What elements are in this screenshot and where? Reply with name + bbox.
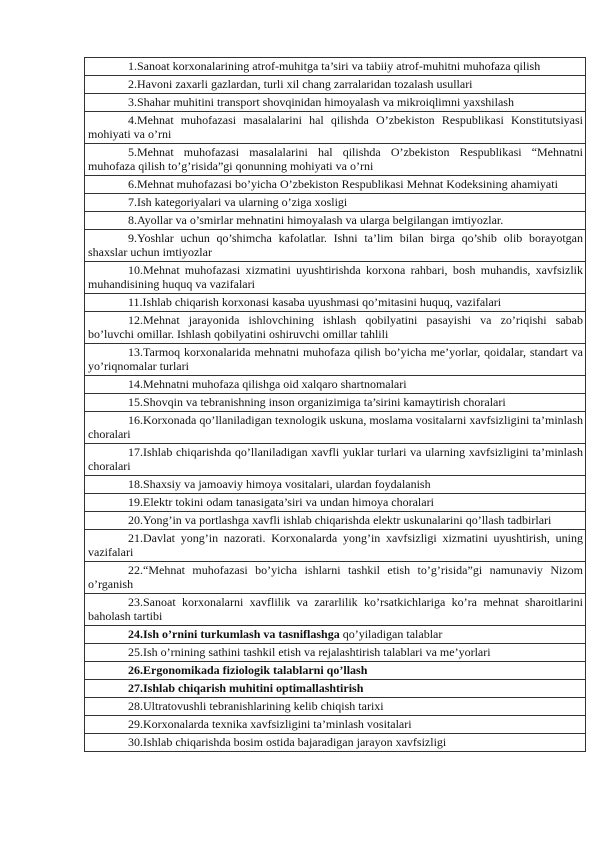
item-text-rest: qo’yiladigan talablar [339,627,443,641]
item-text: 28.Ultratovushli tebranishlarining kelib chiqish tarixi [128,699,384,713]
table-row [85,594,586,626]
table-cell [85,680,586,698]
table-cell [85,194,586,212]
table-row [85,230,586,262]
item-text: 25.Ish o’rnining sathini tashkil etish va rejalashtirish talablari va me’yorlari [128,645,491,659]
item-text: 20.Yong’in va portlashga xavfli ishlab chiqarishda elektr uskunalarini qo’llash tadbirlari [128,513,552,527]
table-row [85,734,586,752]
item-text: 4.Mehnat muhofazasi masalalarini hal qilishda O’zbekiston Respublikasi Konstitutsiyasi mohiyati va o’rni [88,113,583,141]
table-row [85,312,586,344]
table-cell [85,734,586,752]
item-text: 27.Ishlab chiqarish muhitini optimallashtirish [128,681,364,695]
table-row [85,662,586,680]
table-row [85,376,586,394]
table-row [85,58,586,76]
table-cell [85,716,586,734]
table-cell [85,626,586,644]
table-row [85,294,586,312]
table-row [85,412,586,444]
table-row [85,562,586,594]
table-cell [85,212,586,230]
table-cell [85,698,586,716]
item-text: 14.Mehnatni muhofaza qilishga oid xalqaro shartnomalari [128,377,407,391]
table-row [85,644,586,662]
table-row [85,262,586,294]
topics-table [84,57,586,752]
table-row [85,144,586,176]
table-cell [85,94,586,112]
table-cell [85,530,586,562]
table-cell [85,476,586,494]
item-text: 21.Davlat yong’in nazorati. Korxonalarda yong’in xavfsizligi xizmatini uyushtirish, uning vazifalari [88,531,583,559]
table-row [85,530,586,562]
table-row [85,680,586,698]
item-text: 29.Korxonalarda texnika xavfsizligini ta’minlash vositalari [128,717,412,731]
table-row [85,176,586,194]
table-row [85,476,586,494]
table-cell [85,444,586,476]
table-row [85,394,586,412]
item-text-bold: 24.Ish o’rnini turkumlash va tasniflashga [128,627,340,641]
table-cell [85,662,586,680]
item-text: 10.Mehnat muhofazasi xizmatini uyushtirishda korxona rahbari, bosh muhandis, xavfsizlik muhandisining huquq va vazifalari [88,263,583,291]
item-text: 18.Shaxsiy va jamoaviy himoya vositalari, ulardan foydalanish [128,477,431,491]
table-row [85,716,586,734]
item-text: 26.Ergonomikada fiziologik talablarni qo’llash [128,663,368,677]
item-text: 7.Ish kategoriyalari va ularning o’ziga xosligi [128,195,348,209]
item-text: 22.“Mehnat muhofazasi bo’yicha ishlarni tashkil etish to’g’risida”gi namunaviy Nizom o’rganish [88,563,583,591]
item-text: 23.Sanoat korxonalarni xavflilik va zararlilik ko’rsatkichlariga ko’ra mehnat sharoitlarini baholash tartibi [88,595,583,623]
table-cell [85,144,586,176]
table-row [85,112,586,144]
item-text: 9.Yoshlar uchun qo’shimcha kafolatlar. Ishni ta’lim bilan birga qo’shib olib borayotgan shaxslar uchun imtiyozlar [88,231,583,259]
item-text: 1.Sanoat korxonalarining atrof-muhitga ta’siri va tabiiy atrof-muhitni muhofaza qilish [128,59,541,73]
item-text: 11.Ishlab chiqarish korxonasi kasaba uyushmasi qo’mitasini huquq, vazifalari [128,295,502,309]
item-text: 30.Ishlab chiqarishda bosim ostida bajaradigan jarayon xavfsizligi [128,735,447,749]
table-row [85,76,586,94]
table-cell [85,344,586,376]
table-cell [85,494,586,512]
item-text: 6.Mehnat muhofazasi bo’yicha O’zbekiston Respublikasi Mehnat Kodeksining ahamiyati [128,177,558,191]
table-cell [85,644,586,662]
item-text: 2.Havoni zaxarli gazlardan, turli xil chang zarralaridan tozalash usullari [128,77,473,91]
item-text: 3.Shahar muhitini transport shovqinidan himoyalash va mikroiqlimni yaxshilash [128,95,514,109]
item-text: 16.Korxonada qo’llaniladigan texnologik uskuna, moslama vositalarni xavfsizligini ta’minlash choralari [88,413,583,441]
table-row [85,94,586,112]
item-text: 17.Ishlab chiqarishda qo’llaniladigan xavfli yuklar turlari va ularning xavfsizligini ta’minlash choralari [88,445,583,473]
table-cell [85,176,586,194]
table-cell [85,512,586,530]
item-text [88,627,583,641]
table-cell [85,376,586,394]
table-cell [85,594,586,626]
table-row [85,194,586,212]
table-row [85,512,586,530]
table-cell [85,230,586,262]
table-cell [85,394,586,412]
table-row [85,494,586,512]
item-text: 15.Shovqin va tebranishning inson organizimiga ta’sirini kamaytirish choralari [128,395,506,409]
table-cell [85,562,586,594]
table-row [85,698,586,716]
table-row [85,444,586,476]
item-text: 5.Mehnat muhofazasi masalalarini hal qilishda O’zbekiston Respublikasi “Mehnatni muhofaza qilish to’g’risida”gi qonunning mohiyati va o’rni [88,145,583,173]
item-text: 8.Ayollar va o’smirlar mehnatini himoyalash va ularga belgilangan imtiyozlar. [128,213,504,227]
item-text: 19.Elektr tokini odam tanasigata’siri va undan himoya choralari [128,495,434,509]
table-cell [85,76,586,94]
table-cell [85,312,586,344]
table-cell [85,412,586,444]
table-cell [85,58,586,76]
item-text: 12.Mehnat jarayonida ishlovchining ishlash qobilyatini pasayishi va zo’riqishi sabab bo’luvchi omillar. Ishlash qobilyatini oshiruvchi omillar tahlili [88,313,583,341]
table-row [85,344,586,376]
table-cell [85,112,586,144]
table-cell [85,294,586,312]
table-row [85,212,586,230]
table-row [85,626,586,644]
item-text: 13.Tarmoq korxonalarida mehnatni muhofaza qilish bo’yicha me’yorlar, qoidalar, standart va yo’riqnomalar turlari [88,345,583,373]
table-cell [85,262,586,294]
